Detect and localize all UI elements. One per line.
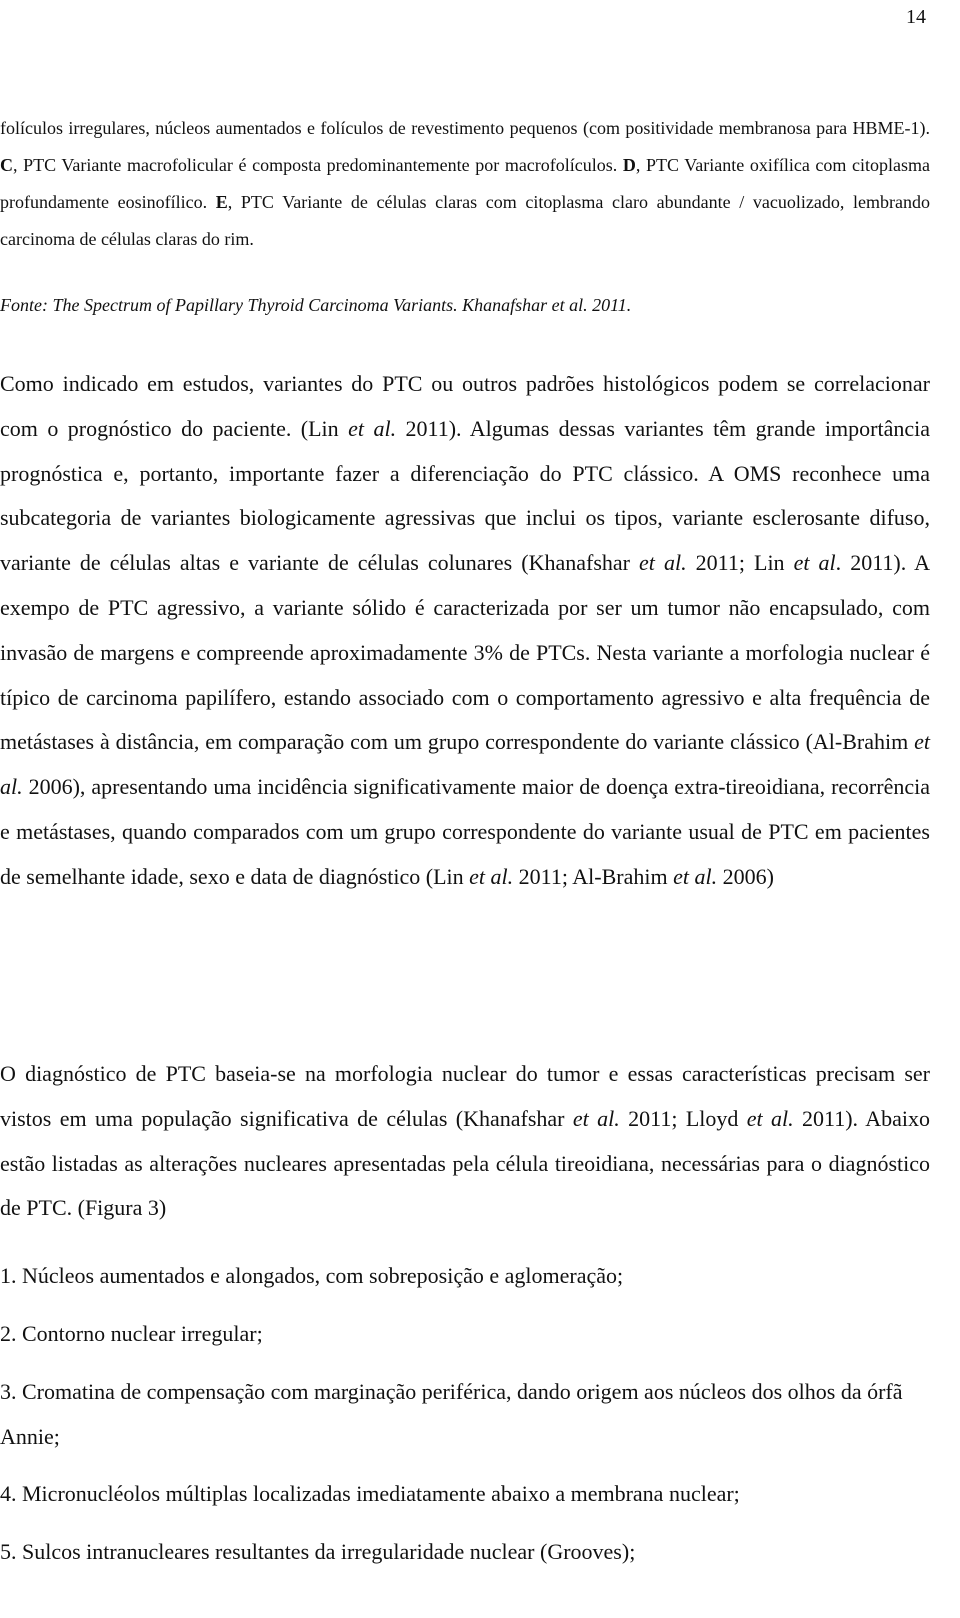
citation-et-al: et al. — [0, 729, 930, 800]
list-item: 1. Núcleos aumentados e alongados, com sobreposição e aglomeração; — [0, 1263, 624, 1288]
paragraph-text: Como indicado em estudos, variantes do PTC ou outros padrões histológicos podem se correlacionar com o prognóstico do paciente. (Lin — [0, 371, 930, 441]
body-paragraph-1 — [0, 362, 930, 900]
caption-label-d: D — [622, 155, 636, 175]
caption-text: , PTC Variante de células claras com citoplasma claro abundante / vacuolizado, lembrando carcinoma de células claras do rim. — [0, 192, 930, 249]
paragraph-text: 2011; Al-Brahim — [513, 863, 674, 889]
caption-text: folículos irregulares, núcleos aumentados e folículos de revestimento pequenos (com positividade membranosa para HBME-1). — [0, 118, 930, 138]
citation-et-al: et al. — [348, 415, 397, 441]
paragraph-text: 2006), apresentando uma incidência significativamente maior de doença extra-tireoidiana, recorrência e metástases, quando comparados com um grupo correspondente do variante usual de PTC em pacientes de semelhante idade, sexo e data de diagnóstico (Lin — [0, 774, 930, 889]
citation-et-al: et al. — [469, 863, 514, 889]
paragraph-text: 2006) — [717, 863, 774, 889]
figure-caption — [0, 110, 930, 258]
citation-et-al: et al — [793, 550, 836, 576]
citation-et-al: et al. — [673, 863, 718, 889]
paragraph-text: O diagnóstico de PTC baseia-se na morfologia nuclear do tumor e essas características precisam ser vistos em uma população significativa de células (Khanafshar — [0, 1061, 930, 1131]
paragraph-text: . 2011). A exempo de PTC agressivo, a variante sólido é caracterizada por ser um tumor não encapsulado, com invasão de margens e compreende aproximadamente 3% de PTCs. Nesta variante a morfologia nuclear é típico de carcinoma papilífero, estando associado com o comportamento agressivo e alta frequência de metástases à distância, em comparação com um grupo correspondente do variante clássico (Al-Brahim — [0, 550, 930, 755]
list-item: 4. Micronucléolos múltiplas localizadas imediatamente abaixo a membrana nuclear; — [0, 1481, 740, 1506]
citation-et-al: et al. — [746, 1105, 794, 1131]
page-number: 14 — [906, 6, 926, 28]
caption-label-e: E — [215, 192, 228, 212]
caption-text: , PTC Variante macrofolicular é composta predominantemente por macrofolículos. — [13, 155, 623, 175]
paragraph-text: 2011). Algumas dessas variantes têm grande importância prognóstica e, portanto, importante fazer a diferenciação do PTC clássico. A OMS reconhece uma subcategoria de variantes biologicamente agressivas que inclui os tipos, variante esclerosante difuso, variante de células altas e variante de células colunares (Khanafshar — [0, 415, 930, 576]
caption-label-c: C — [0, 155, 13, 175]
list-item: 2. Contorno nuclear irregular; — [0, 1321, 263, 1346]
caption-text: , PTC Variante oxifílica com citoplasma profundamente eosinofílico. — [0, 155, 930, 212]
figure-source: Fonte: The Spectrum of Papillary Thyroid Carcinoma Variants. Khanafshar et al. 2011. — [0, 295, 632, 315]
paragraph-text: 2011; Lloyd — [619, 1105, 747, 1131]
list-item: 5. Sulcos intranucleares resultantes da irregularidade nuclear (Grooves); — [0, 1539, 636, 1564]
paragraph-text: 2011). Abaixo estão listadas as alterações nucleares apresentadas pela célula tireoidiana, necessárias para o diagnóstico de PTC. (Figura 3) — [0, 1105, 930, 1221]
citation-et-al: et al. — [639, 550, 687, 576]
citation-et-al: et al. — [572, 1105, 620, 1131]
paragraph-text: 2011; Lin — [686, 550, 794, 576]
body-paragraph-2 — [0, 1052, 930, 1231]
list-item: 3. Cromatina de compensação com marginação periférica, dando origem aos núcleos dos olhos da órfã Annie; — [0, 1379, 903, 1449]
